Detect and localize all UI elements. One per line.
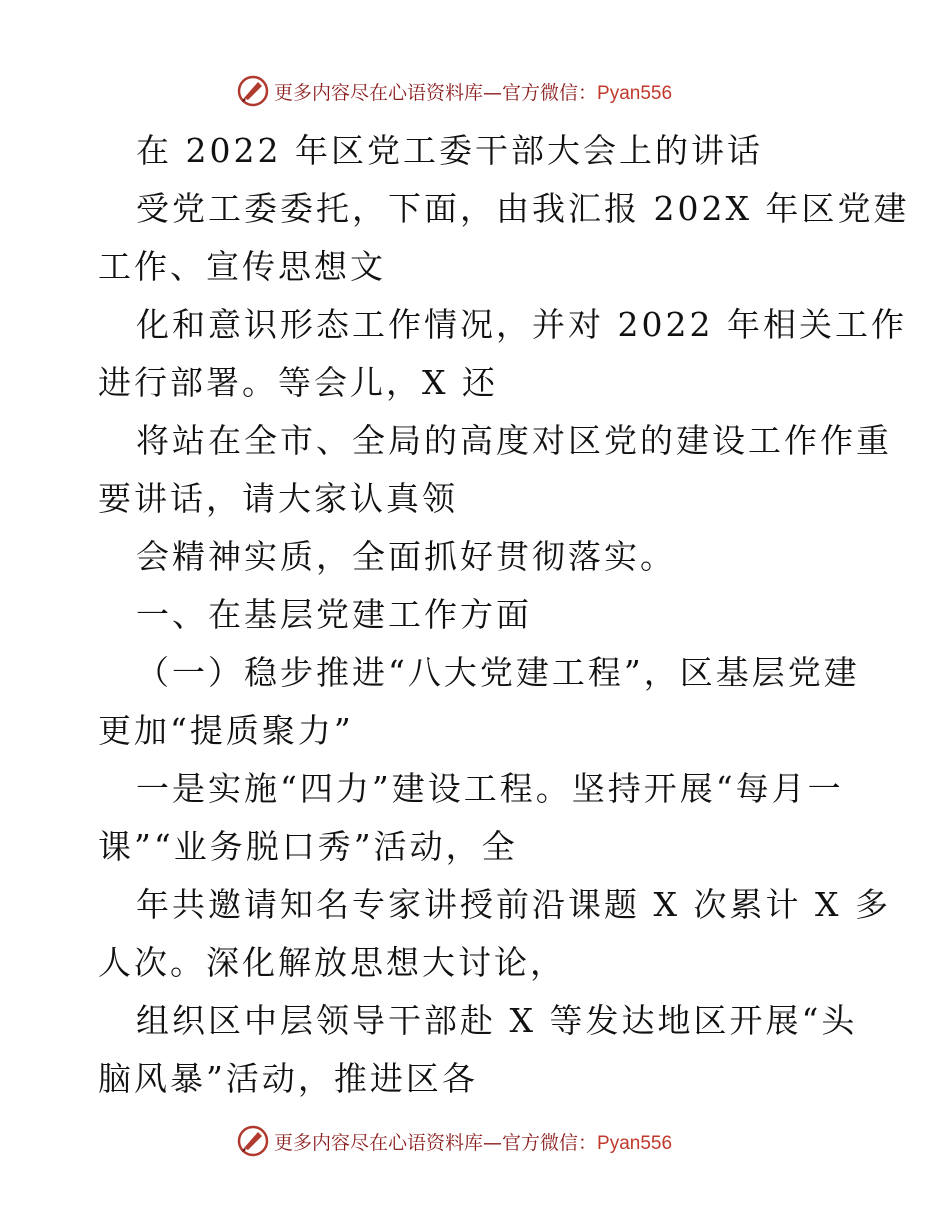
watermark-footer	[236, 1124, 672, 1158]
watermark-header	[236, 74, 672, 108]
paragraph-line: 工作、宣传思想文	[98, 247, 386, 286]
pen-logo-icon	[236, 1124, 270, 1158]
paragraph-line: 化和意识形态工作情况，并对 2022 年相关工作	[136, 305, 907, 344]
paragraph-line: 进行部署。等会儿，X 还	[98, 363, 498, 402]
subsection-heading-cont: 更加“提质聚力”	[98, 711, 354, 750]
paragraph-line: 将站在全市、全局的高度对区党的建设工作作重	[136, 421, 892, 460]
paragraph-line: 脑风暴”活动，推进区各	[98, 1059, 478, 1098]
paragraph-line: 年共邀请知名专家讲授前沿课题 X 次累计 X 多	[136, 885, 891, 924]
paragraph-line: 会精神实质，全面抓好贯彻落实。	[136, 537, 676, 576]
paragraph-line: 人次。深化解放思想大讨论，	[98, 943, 566, 982]
document-title: 在 2022 年区党工委干部大会上的讲话	[136, 131, 763, 170]
paragraph-line: 课”“业务脱口秀”活动，全	[98, 827, 518, 866]
section-heading: 一、在基层党建工作方面	[136, 595, 532, 634]
pen-logo-icon	[236, 74, 270, 108]
watermark-text: 更多内容尽在心语资料库—官方微信：Pyan556	[274, 81, 673, 104]
paragraph-line: 受党工委委托，下面，由我汇报 202X 年区党建	[136, 189, 910, 228]
subsection-heading: （一）稳步推进“八大党建工程”，区基层党建	[136, 653, 860, 692]
paragraph-line: 一是实施“四力”建设工程。坚持开展“每月一	[136, 769, 844, 808]
paragraph-line: 组织区中层领导干部赴 X 等发达地区开展“头	[136, 1001, 858, 1040]
watermark-text: 更多内容尽在心语资料库—官方微信：Pyan556	[274, 1131, 673, 1154]
paragraph-line: 要讲话，请大家认真领	[98, 479, 458, 518]
